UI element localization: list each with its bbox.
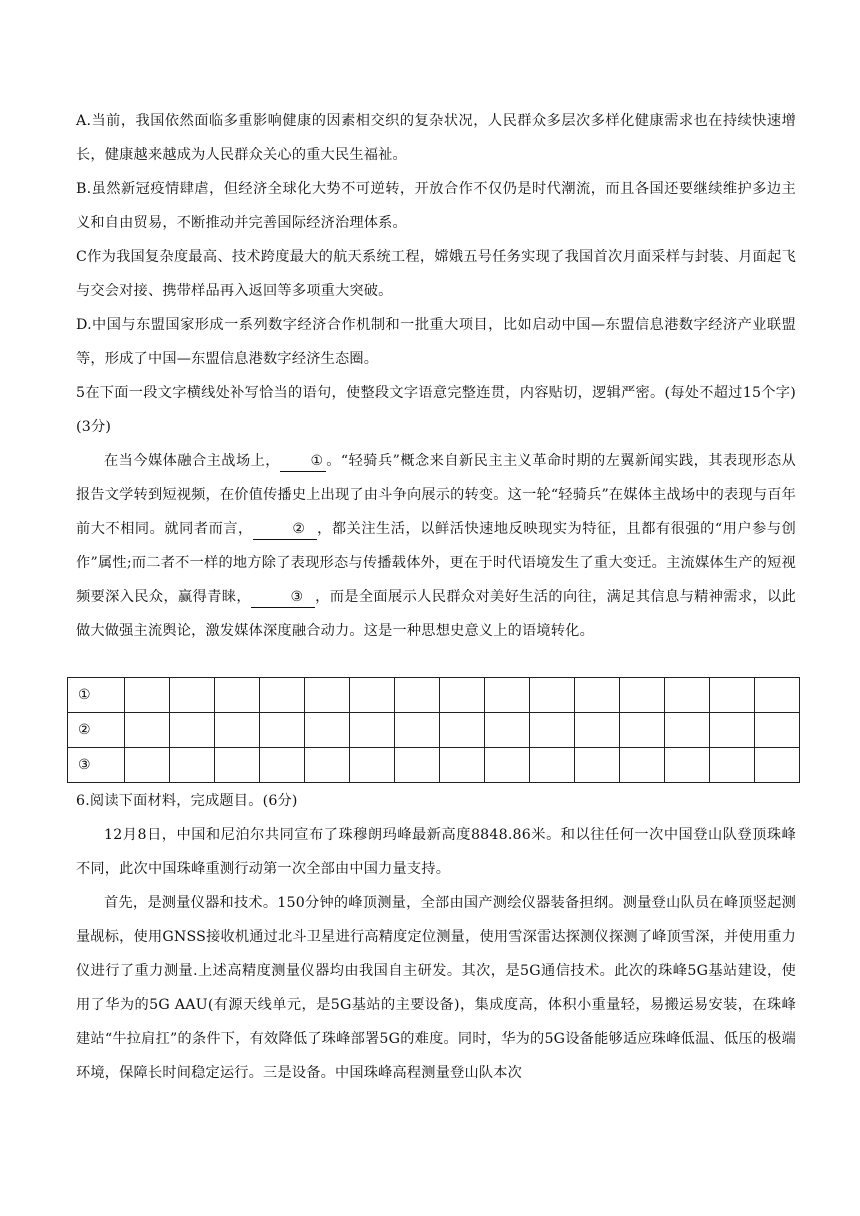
grid-cell[interactable] bbox=[575, 748, 620, 783]
grid-cell[interactable] bbox=[530, 713, 575, 748]
grid-cell[interactable] bbox=[440, 748, 485, 783]
grid-cell[interactable] bbox=[170, 678, 215, 713]
question-6-prompt: 6.阅读下面材料，完成题目。(6分) bbox=[76, 793, 298, 809]
answer-blank-1[interactable]: ① bbox=[280, 451, 326, 472]
grid-cell[interactable] bbox=[620, 748, 665, 783]
grid-cell[interactable] bbox=[755, 713, 800, 748]
grid-cell[interactable] bbox=[440, 678, 485, 713]
grid-cell[interactable] bbox=[260, 678, 305, 713]
question-6-paragraph-2: 首先，是测量仪器和技术。150分钟的峰顶测量，全部由国产测绘仪器装备担纲。测量登山队员在峰顶竖起测量觇标，使用GNSS接收机通过北斗卫星进行高精度定位测量，使用雪深雷达探测仪探测了峰顶雪深，并使用重力仪进行了重力测量.上述高精度测量仪器均由我国自主研发。其次，是5G通信技术。此次的珠峰5G基站建设，使用了华为的5G AAU(有源天线单元，是5G基站的主要设备)，集成度高，体积小重量轻，易搬运易安装，在珠峰建站“牛拉肩扛”的条件下，有效降低了珠峰部署5G的难度。同时，华为的5G设备能够适应珠峰低温、低压的极端环境，保障长时间稳定运行。三是设备。中国珠峰高程测量登山队本次 bbox=[76, 895, 796, 1081]
question-5-passage bbox=[76, 444, 796, 648]
grid-cell[interactable] bbox=[395, 713, 440, 748]
answer-blank-2[interactable]: ② bbox=[253, 519, 317, 540]
grid-cell[interactable] bbox=[350, 748, 395, 783]
grid-cell[interactable] bbox=[260, 713, 305, 748]
passage-text-2: 。“轻骑兵”概念来自新民主主义革命时期的左翼新闻实践，其表现形态从报告文学转到短视频，在价值传播史上出现了由斗争向展示的转变。这一轮“轻骑兵”在媒体主战场中的表现与百年前大不相同。就同者而言， bbox=[76, 453, 796, 537]
answer-grid-row-1 bbox=[68, 678, 800, 713]
grid-cell[interactable] bbox=[710, 748, 755, 783]
grid-cell[interactable] bbox=[665, 713, 710, 748]
grid-cell[interactable] bbox=[125, 678, 170, 713]
grid-cell[interactable] bbox=[350, 713, 395, 748]
option-a: A.当前，我国依然面临多重影响健康的因素相交织的复杂状况，人民群众多层次多样化健康需求也在持续快速增长，健康越来越成为人民群众关心的重大民生福祉。 bbox=[76, 113, 796, 163]
grid-cell[interactable] bbox=[620, 678, 665, 713]
grid-cell[interactable] bbox=[215, 678, 260, 713]
grid-cell[interactable] bbox=[485, 713, 530, 748]
grid-row-label-1: ① bbox=[68, 678, 125, 713]
grid-cell[interactable] bbox=[305, 748, 350, 783]
grid-row-label-3: ③ bbox=[68, 748, 125, 783]
grid-cell[interactable] bbox=[305, 678, 350, 713]
grid-cell[interactable] bbox=[440, 713, 485, 748]
grid-cell[interactable] bbox=[215, 748, 260, 783]
grid-cell[interactable] bbox=[485, 748, 530, 783]
answer-grid-row-3 bbox=[68, 748, 800, 783]
option-c: C作为我国复杂度最高、技术跨度最大的航天系统工程，嫦娥五号任务实现了我国首次月面采样与封装、月面起飞与交会对接、携带样品再入返回等多项重大突破。 bbox=[76, 249, 796, 299]
answer-grid bbox=[67, 677, 800, 783]
grid-cell[interactable] bbox=[395, 748, 440, 783]
grid-cell[interactable] bbox=[755, 748, 800, 783]
grid-cell[interactable] bbox=[125, 713, 170, 748]
passage-text-4: ，而是全面展示人民群众对美好生活的向往，满足其信息与精神需求，以此做大做强主流舆论，激发媒体深度融合动力。这是一种思想史意义上的语境转化。 bbox=[76, 589, 796, 639]
grid-cell[interactable] bbox=[755, 678, 800, 713]
question-5-prompt: 5在下面一段文字横线处补写恰当的语句，使整段文字语意完整连贯，内容贴切，逻辑严密。(每处不超过15个字)(3分) bbox=[76, 385, 796, 435]
question-6-paragraph-1: 12月8日，中国和尼泊尔共同宣布了珠穆朗玛峰最新高度8848.86米。和以往任何一次中国登山队登顶珠峰不同，此次中国珠峰重测行动第一次全部由中国力量支持。 bbox=[76, 827, 796, 877]
grid-cell[interactable] bbox=[125, 748, 170, 783]
grid-cell[interactable] bbox=[620, 713, 665, 748]
grid-cell[interactable] bbox=[710, 678, 755, 713]
grid-cell[interactable] bbox=[260, 748, 305, 783]
grid-cell[interactable] bbox=[305, 713, 350, 748]
answer-blank-3[interactable]: ③ bbox=[251, 587, 315, 608]
grid-row-label-2: ② bbox=[68, 713, 125, 748]
grid-cell[interactable] bbox=[215, 713, 260, 748]
grid-cell[interactable] bbox=[350, 678, 395, 713]
grid-cell[interactable] bbox=[665, 748, 710, 783]
grid-cell[interactable] bbox=[485, 678, 530, 713]
grid-cell[interactable] bbox=[170, 748, 215, 783]
grid-cell[interactable] bbox=[575, 713, 620, 748]
grid-cell[interactable] bbox=[575, 678, 620, 713]
grid-cell[interactable] bbox=[170, 713, 215, 748]
grid-cell[interactable] bbox=[665, 678, 710, 713]
passage-text-1: 在当今媒体融合主战场上， bbox=[104, 453, 280, 469]
grid-cell[interactable] bbox=[530, 678, 575, 713]
option-d: D.中国与东盟国家形成一系列数字经济合作机制和一批重大项目，比如启动中国—东盟信息港数字经济产业联盟等，形成了中国—东盟信息港数字经济生态圈。 bbox=[76, 317, 796, 367]
grid-cell[interactable] bbox=[710, 713, 755, 748]
option-b: B.虽然新冠疫情肆虐，但经济全球化大势不可逆转，开放合作不仅仍是时代潮流，而且各国还要继续维护多边主义和自由贸易，不断推动并完善国际经济治理体系。 bbox=[76, 181, 796, 231]
answer-grid-row-2 bbox=[68, 713, 800, 748]
passage-text-3: ，都关注生活，以鲜活快速地反映现实为特征，且都有很强的“用户参与创作”属性;而二者不一样的地方除了表现形态与传播载体外，更在于时代语境发生了重大变迁。主流媒体生产的短视频要深入民众，赢得青睐， bbox=[76, 521, 796, 605]
grid-cell[interactable] bbox=[395, 678, 440, 713]
grid-cell[interactable] bbox=[530, 748, 575, 783]
